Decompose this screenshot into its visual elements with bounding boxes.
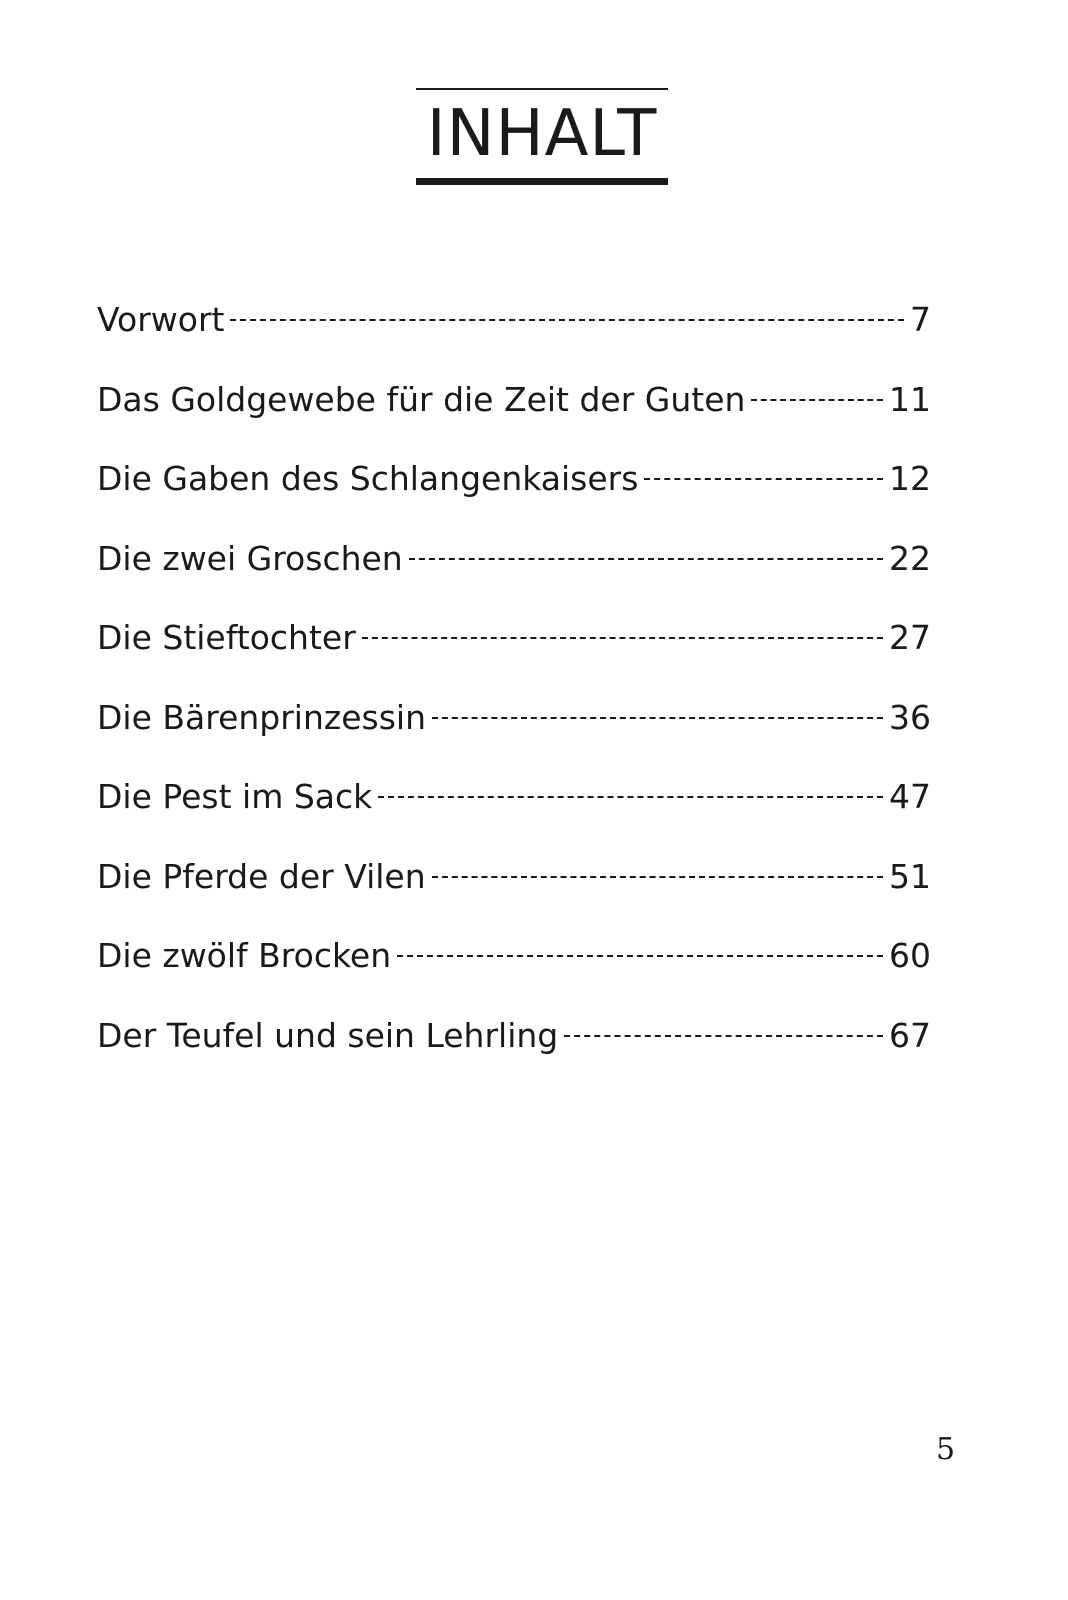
toc-leader [432, 876, 883, 878]
toc-entry-title: Die Pferde der Vilen [97, 856, 426, 896]
toc-entry-page: 27 [889, 618, 931, 657]
toc-leader [378, 796, 883, 798]
toc-entry-page: 11 [889, 379, 931, 419]
toc-leader [564, 1035, 883, 1037]
toc-leader [751, 399, 883, 401]
toc-leader [644, 478, 883, 480]
toc-entry-page: 12 [889, 459, 931, 498]
toc-leader [432, 717, 883, 719]
toc-entry-title: Die zwölf Brocken [97, 936, 392, 975]
toc-entry [97, 539, 931, 619]
table-of-contents [97, 300, 931, 1095]
toc-entry-title: Die Gaben des Schlangenkaisers [97, 459, 639, 498]
toc-entry-title: Der Teufel und sein Lehrling [97, 1015, 559, 1055]
toc-entry [97, 618, 931, 698]
toc-leader [362, 637, 883, 639]
toc-entry-page: 36 [889, 697, 931, 737]
toc-entry [97, 698, 931, 778]
toc-leader [409, 558, 883, 560]
toc-entry [97, 777, 931, 857]
toc-entry-page: 7 [910, 300, 931, 339]
toc-entry-title: Die Bärenprinzessin [97, 697, 426, 737]
toc-leader [397, 955, 883, 957]
toc-entry-title: Vorwort [97, 300, 225, 339]
toc-entry-title: Das Goldgewebe für die Zeit der Guten [97, 379, 746, 419]
toc-entry-page: 60 [889, 936, 931, 975]
page-number: 5 [936, 1432, 956, 1467]
toc-entry [97, 1016, 931, 1096]
toc-entry-title: Die Pest im Sack [97, 777, 373, 816]
toc-heading [416, 88, 668, 185]
toc-entry-page: 47 [889, 777, 931, 816]
heading-rule-bottom [416, 178, 668, 185]
toc-entry-title: Die Stieftochter [97, 618, 356, 657]
toc-entry [97, 300, 931, 380]
toc-leader [230, 319, 904, 321]
page-title: INHALT [426, 97, 658, 171]
toc-entry [97, 936, 931, 1016]
toc-entry-page: 22 [889, 538, 931, 578]
toc-entry-title: Die zwei Groschen [97, 538, 403, 578]
toc-entry [97, 380, 931, 460]
toc-entry [97, 857, 931, 937]
toc-entry [97, 459, 931, 539]
toc-entry-page: 51 [889, 856, 931, 896]
toc-entry-page: 67 [889, 1015, 931, 1055]
